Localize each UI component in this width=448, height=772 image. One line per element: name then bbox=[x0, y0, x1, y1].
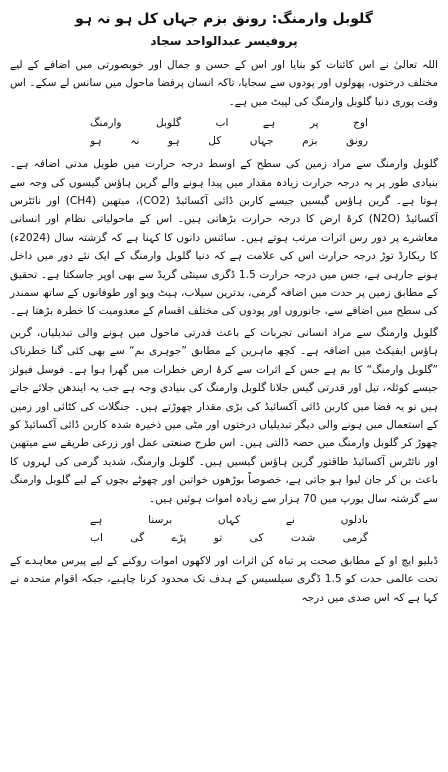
verse-word: جہاں bbox=[249, 135, 274, 148]
paragraph-definition: گلوبل وارمنگ سے مراد زمین کی سطح کے اوسط درجہ حرارت میں طویل مدتی اضافہ ہے۔ بنیادی طور پر یہ درجہ حرارت زیادہ مقدار میں پیدا ہونے والے گرین ہاؤس گیسوں کی وجہ سے ہوتا ہے۔ گرین ہاؤس گیسیں جیسے کاربن ڈائی آکسائیڈ (CO2)، میتھین (CH4) اور نائٹرس آکسائیڈ (N2O) کرۂ ارض کا درجہ حرارت بڑھاتی ہیں۔ اس کے ماحولیاتی نظام اور انسانی معاشرے پر دور رس اثرات مرتب ہوتے ہیں۔ سائنس دانوں کا کہنا ہے کہ گزشتہ سال (2024ء) کا ریکارڈ توڑ درجہ حرارت اس کی علامت ہے کہ دنیا گلوبل وارمنگ کے ایک نئے دور میں داخل ہونے جارہی ہے، جس میں درجہ حرارت 1.5 ڈگری سینٹی گریڈ سے بھی اوپر جاسکتا ہے۔ تحقیق کے مطابق زمین پر حدت میں اضافہ گرمی، بدترین سیلاب، ہیٹ ویو اور طوفانوں کے ساتھ سمندر کی سطح میں اضافے سے، جانوروں اور پودوں کی مختلف اقسام کے معدومیت کا خطرہ بڑھتا ہے۔ bbox=[10, 158, 438, 318]
verse-word: وارمنگ bbox=[90, 117, 122, 130]
verse-line bbox=[90, 114, 368, 132]
verse-word: بزم bbox=[302, 135, 318, 148]
verse-block-2 bbox=[10, 511, 438, 547]
verse-word: پڑے bbox=[171, 531, 187, 544]
verse-word: ہے bbox=[90, 513, 103, 526]
verse-word: اب bbox=[90, 531, 103, 544]
paragraph-who: ڈبلیو ایچ او کے مطابق صحت پر تباہ کن اثرات اور لاکھوں اموات روکنے کے لیے پیرس معاہدے کے تحت عالمی حدت کو 1.5 ڈگری سیلسیس کے ہدف تک محدود کرنا چاہیے، جبکہ اقوام متحدہ نے کہا ہے کہ اس صدی میں درجہ bbox=[10, 554, 438, 604]
verse-word: بادلوں bbox=[340, 513, 368, 526]
verse-word: نے bbox=[285, 513, 295, 526]
verse-word: گلوبل bbox=[156, 117, 182, 130]
verse-word: کی bbox=[249, 531, 264, 544]
verse-word: کہاں bbox=[217, 513, 241, 526]
article-title: گلوبل وارمنگ: رونق بزم جہاں کل ہو نہ ہو bbox=[75, 11, 373, 27]
verse-word: رونق bbox=[345, 135, 368, 148]
paragraph-intro: اللہ تعالیٰ نے اس کائنات کو بنایا اور اس کے حسن و جمال اور خوبصورتی میں اضافے کے لیے مختلف درختوں، پھولوں اور پودوں سے سجایا، تاکہ انسان پرفضا ماحول میں سانس لے سکے۔ اس وقت پوری دنیا گلوبل وارمنگ کی لپیٹ میں ہے۔ bbox=[10, 59, 438, 108]
verse-word: اب bbox=[215, 117, 229, 130]
verse-word: ہو bbox=[90, 135, 102, 148]
verse-word: گی bbox=[130, 531, 145, 544]
verse-line bbox=[90, 511, 368, 529]
verse-line bbox=[90, 132, 368, 150]
verse-word: پر bbox=[309, 117, 319, 130]
verse-line bbox=[90, 529, 368, 547]
article-author: پروفیسر عبدالواحد سجاد bbox=[150, 34, 298, 48]
verse-block-1 bbox=[10, 114, 438, 150]
verse-word: تو bbox=[213, 531, 223, 544]
verse-word: ہے bbox=[262, 117, 276, 130]
paragraph-causes: گلوبل وارمنگ سے مراد انسانی تجربات کے باعث قدرتی ماحول میں ہونے والی تبدیلیاں، گرین ہاؤس ایفیکٹ میں اضافہ ہے۔ کچھ ماہرین کے مطابق ”جوہری بم“ سے بھی کئی گنا خطرناک ”گلوبل وارمنگ“ کا بم ہے جس کے اثرات سے کرۂ ارض خطرات میں گھرا ہوا ہے۔ فوسل فیولز جیسے کوئلہ، تیل اور قدرتی گیس جلانا گلوبل وارمنگ کی بنیادی وجہ ہے جب یہ ایندھن جلائے جاتے ہیں تو یہ فضا میں کاربن ڈائی آکسائیڈ کی بڑی مقدار چھوڑتے ہیں۔ جنگلات کی کٹائی اور زمین کے استعمال میں ہونے والی دیگر تبدیلیاں درختوں اور مٹی میں ذخیرہ شدہ کاربن ڈائی آکسائیڈ کو چھوڑ کر گلوبل وارمنگ میں حصہ ڈالتی ہیں۔ اس طرح صنعتی عمل اور زرعی طریقے سے میتھین اور نائٹرس آکسائیڈ طاقتور گرین ہاؤس گیسیں ہیں۔ گلوبل وارمنگ، شدید گرمی کی لہروں کا باعث بن کر جان لیوا ہو جاتی ہے، خصوصاً بوڑھوں خواتین اور چھوٹے بچوں کے لیے گلوبل وارمنگ سے گزشتہ سال یورپ میں 70 ہزار سے زیادہ اموات ہوئیں ہیں۔ bbox=[10, 326, 438, 505]
verse-word: برسنا bbox=[148, 513, 173, 526]
verse-word: کل bbox=[208, 135, 222, 148]
verse-word: ہو bbox=[167, 135, 180, 148]
verse-word: نہ bbox=[130, 135, 140, 148]
verse-word: گرمی bbox=[342, 531, 368, 544]
verse-word: اوج bbox=[353, 117, 368, 130]
verse-word: شدت bbox=[290, 531, 316, 544]
